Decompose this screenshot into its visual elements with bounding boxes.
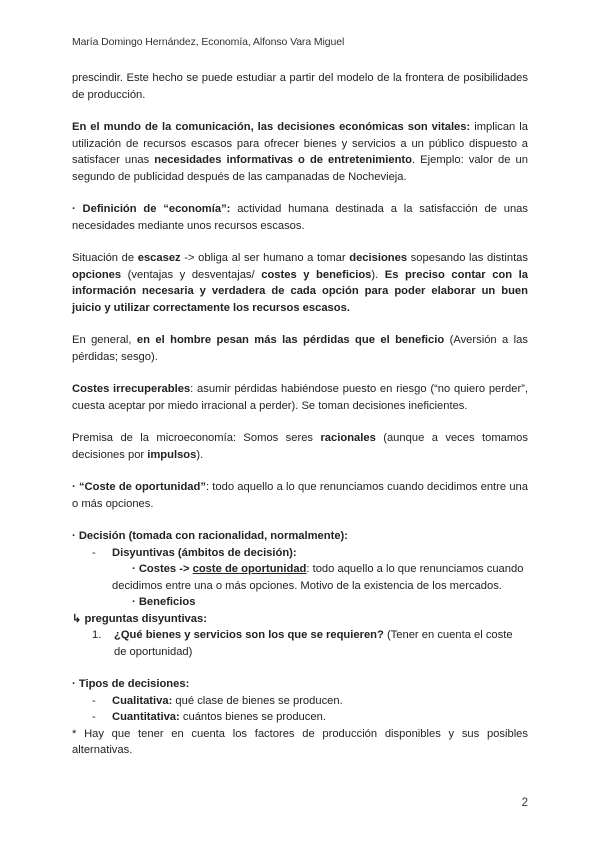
list-item-cualitativa <box>72 693 528 710</box>
bold-text: escasez <box>137 252 181 264</box>
text-run: : todo aquello a lo que renunciamos cuando decidimos entre una o más opciones. Motivo de la existencia de los mercados. <box>112 563 524 592</box>
preguntas-heading: ↳ preguntas disyuntivas: <box>72 612 207 625</box>
bold-text: Disyuntivas (ámbitos de decisión): <box>112 546 297 559</box>
underlined-term: coste de oportunidad <box>192 563 307 575</box>
bold-text: En el mundo de la comunicación, las decisiones económicas son vitales: <box>72 121 471 133</box>
paragraph-perdidas <box>72 332 528 365</box>
bold-text: Cualitativa: <box>112 694 173 707</box>
tipos-heading: · Tipos de decisiones: <box>72 678 190 690</box>
text-run: (Tener en cuenta el coste de oportunidad) <box>114 629 513 658</box>
paragraph-premisa <box>72 430 528 463</box>
paragraph-coste-oportunidad <box>72 479 528 512</box>
text-run: : todo aquello a lo que renunciamos cuando decidimos entre una o más opciones. <box>72 481 528 510</box>
list-text <box>112 693 343 710</box>
paragraph-communication <box>72 119 528 185</box>
text-run: : asumir pérdidas habiéndose puesto en riesgo (“no quiero perder”, cuesta aceptar por miedo irracional a perder). Se toman decisiones ineficientes. <box>72 383 529 412</box>
dash-bullet: - <box>92 546 96 559</box>
dash-bullet: - <box>92 694 96 707</box>
text-run: . Ejemplo: valor de un segundo de publicidad después de las campanadas de Nochevieja. <box>72 154 528 183</box>
text-run: (Aversión a las pérdidas; sesgo). <box>72 334 528 363</box>
bold-text: ¿Qué bienes y servicios son los que se requieren? <box>114 629 384 641</box>
bold-text: · Beneficios <box>132 596 196 608</box>
page-number: 2 <box>521 797 528 809</box>
paragraph-definition-economia <box>72 201 528 234</box>
list-number: 1. <box>92 629 102 641</box>
text-run: (aunque a veces tomamos decisiones por <box>72 432 528 461</box>
text-run: (ventajas y desventajas/ <box>121 268 262 281</box>
text-run: sopesando las distintas <box>407 252 529 264</box>
text-run: -> obliga al ser humano a tomar <box>180 252 350 264</box>
decision-heading: · Decisión (tomada con racionalidad, normalmente): <box>72 530 349 542</box>
bold-text: racionales <box>320 432 376 444</box>
dash-bullet: - <box>92 711 96 723</box>
page-header: María Domingo Hernández, Economía, Alfonso Vara Miguel <box>72 36 345 48</box>
text-run: Situación de <box>72 252 138 264</box>
note-factores: * Hay que tener en cuenta los factores de producción disponibles y sus posibles alternativas. <box>72 727 528 756</box>
text-run: cuántos bienes se producen. <box>179 711 326 723</box>
paragraph-escasez <box>72 250 528 316</box>
text-run: qué clase de bienes se producen. <box>172 694 343 707</box>
list-item-disyuntivas <box>72 545 528 562</box>
text-run: ). <box>371 268 385 281</box>
list-item-cuantitativa <box>72 709 528 726</box>
bold-text: en el hombre pesan más las pérdidas que el beneficio <box>136 334 445 346</box>
list-item-costes <box>72 561 528 594</box>
text-run: implican la utilización de recursos escasos para ofrecer bienes y servicios a un público dispuesto a satisfacer unas <box>72 121 528 166</box>
list-text <box>112 709 326 726</box>
text-run: actividad humana destinada a la satisfacción de unas necesidades mediante unos recursos escasos. <box>72 203 528 232</box>
bold-text: costes y beneficios <box>261 268 372 281</box>
bold-text: decisiones <box>349 252 408 264</box>
bold-text: · “Coste de oportunidad” <box>72 481 206 493</box>
question-text <box>114 627 528 660</box>
bold-text: · Definición de “economía”: <box>72 203 231 215</box>
list-item-question <box>72 627 528 660</box>
page-content <box>72 70 528 759</box>
bold-text: impulsos <box>147 448 197 461</box>
bold-text: necesidades informativas o de entretenimiento <box>154 154 412 166</box>
paragraph-costes-irrecuperables <box>72 381 528 414</box>
paragraph-frontier: prescindir. Este hecho se puede estudiar a partir del modelo de la frontera de posibilidades de producción. <box>72 72 528 101</box>
text-run: En general, <box>72 334 137 346</box>
bold-text: Costes irrecuperables <box>72 383 191 395</box>
text-run: Premisa de la microeconomía: Somos seres <box>72 432 321 444</box>
text-run: ). <box>196 448 204 461</box>
bold-text: opciones <box>72 268 122 281</box>
bold-text: Cuantitativa: <box>112 711 180 723</box>
bold-text: · Costes -> <box>132 563 193 575</box>
bold-text: Es preciso contar con la información necesaria y verdadera de cada opción para poder elaborar un buen juicio y utilizar correctamente los recursos escasos. <box>72 268 528 314</box>
list-item-beneficios <box>72 594 528 611</box>
